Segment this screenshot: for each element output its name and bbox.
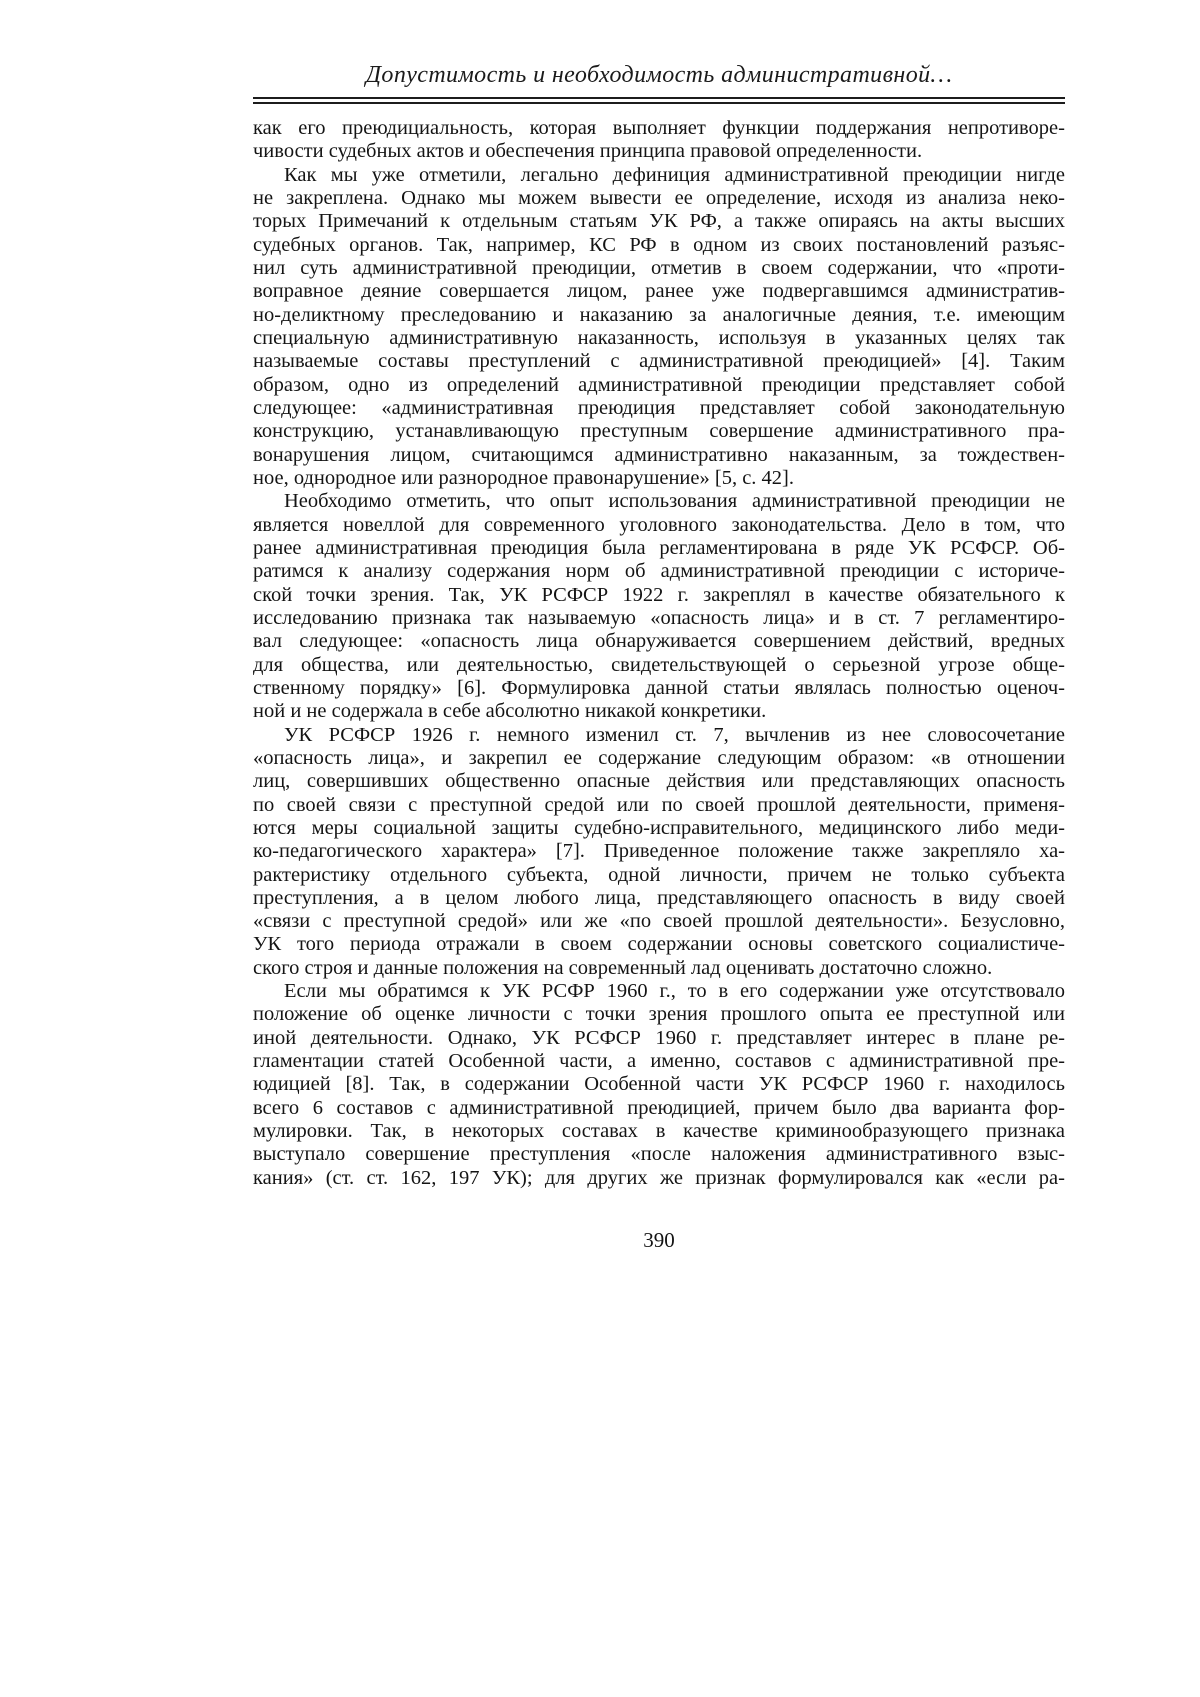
text-line: ского строя и данные положения на современный лад оценивать достаточно сложно. — [253, 956, 993, 979]
text-line: следующее: «административная преюдиция представляет собой законодательную — [253, 396, 1065, 419]
text-line: ственному порядку» [6]. Формулировка данной статьи являлась полностью оценоч- — [253, 676, 1065, 699]
text-line: ко-педагогического характера» [7]. Приведенное положение также закрепляло ха- — [253, 840, 1065, 863]
running-header-title: Допустимость и необходимость административной… — [365, 62, 953, 88]
text-line: является новеллой для современного уголовного законодательства. Дело в том, что — [253, 513, 1065, 536]
text-line: ской точки зрения. Так, УК РСФСР 1922 г. закреплял в качестве обязательного к — [253, 583, 1065, 606]
text-line: вал следующее: «опасность лица обнаруживается совершением действий, вредных — [253, 630, 1065, 653]
text-line: чивости судебных актов и обеспечения принципа правовой определенности. — [253, 140, 923, 163]
header-double-rule — [253, 97, 1065, 104]
text-line: лиц, совершивших общественно опасные действия или представляющих опасность — [253, 770, 1065, 793]
text-line: ратимся к анализу содержания норм об административной преюдиции с историче- — [253, 560, 1065, 583]
text-line: Как мы уже отметили, легально дефиниция административной преюдиции нигде — [284, 163, 1065, 186]
text-line: судебных органов. Так, например, КС РФ в одном из своих постановлений разъяс- — [253, 233, 1065, 256]
text-line: УК того периода отражали в своем содержании основы советского социалистиче- — [253, 933, 1065, 956]
text-line: рактеристику отдельного субъекта, одной личности, причем не только субъекта — [253, 863, 1065, 886]
text-line: конструкцию, устанавливающую преступным совершение административного пра- — [253, 420, 1065, 443]
text-line: как его преюдициальность, которая выполняет функции поддержания непротиворе- — [253, 117, 1065, 139]
running-header — [253, 60, 1065, 104]
text-line: выступало совершение преступления «после наложения административного взыс- — [253, 1143, 1065, 1166]
text-line: называемые составы преступлений с административной преюдицией» [4]. Таким — [253, 350, 1065, 373]
text-line: кания» (ст. ст. 162, 197 УК); для других же признак формулировался как «если ра- — [253, 1166, 1065, 1189]
text-line: для общества, или деятельностью, свидетельствующей о серьезной угрозе обще- — [253, 653, 1065, 676]
text-line: юдицией [8]. Так, в содержании Особенной части УК РСФСР 1960 г. находилось — [253, 1073, 1065, 1096]
text-line: УК РСФСР 1926 г. немного изменил ст. 7, вычленив из нее словосочетание — [284, 723, 1065, 746]
text-line: Если мы обратимся к УК РСФР 1960 г., то в его содержании уже отсутствовало — [284, 980, 1065, 1003]
text-line: всего 6 составов с административной преюдицией, причем было два варианта фор- — [253, 1096, 1065, 1119]
text-line: ное, однородное или разнородное правонарушение» [5, с. 42]. — [253, 466, 794, 489]
text-line: но-деликтному преследованию и наказанию за аналогичные деяния, т.е. имеющим — [253, 303, 1065, 326]
text-line: не закреплена. Однако мы можем вывести ее определение, исходя из анализа неко- — [253, 186, 1065, 209]
page-number: 390 — [643, 1228, 675, 1252]
text-line: «опасность лица», и закрепил ее содержание следующим образом: «в отношении — [253, 746, 1065, 769]
text-line: ранее административная преюдиция была регламентирована в ряде УК РСФСР. Об- — [253, 536, 1065, 559]
text-line: преступления, а в целом любого лица, представляющего опасность в виду своей — [253, 886, 1065, 909]
text-line: по своей связи с преступной средой или по своей прошлой деятельности, применя- — [253, 793, 1065, 816]
text-line: нил суть административной преюдиции, отметив в своем содержании, что «проти- — [253, 256, 1065, 279]
text-line: исследованию признака так называемую «опасность лица» и в ст. 7 регламентиро- — [253, 606, 1065, 629]
text-line: иной деятельности. Однако, УК РСФСР 1960 г. представляет интерес в плане ре- — [253, 1026, 1065, 1049]
article-body — [253, 117, 1065, 1190]
text-line: мулировки. Так, в некоторых составах в качестве криминообразующего признака — [253, 1120, 1065, 1143]
text-line: ются меры социальной защиты судебно-исправительного, медицинского либо меди- — [253, 816, 1065, 839]
text-line: Необходимо отметить, что опыт использования административной преюдиции не — [284, 490, 1065, 513]
text-line: специальную административную наказанность, используя в указанных целях так — [253, 326, 1065, 349]
text-line: торых Примечаний к отдельным статьям УК РФ, а также опираясь на акты высших — [253, 210, 1065, 233]
text-line: воправное деяние совершается лицом, ранее уже подвергавшимся административ- — [253, 280, 1065, 303]
text-line: ной и не содержала в себе абсолютно никакой конкретики. — [253, 700, 767, 723]
text-line: гламентации статей Особенной части, а именно, составов с административной пре- — [253, 1050, 1065, 1073]
text-line: образом, одно из определений административной преюдиции представляет собой — [253, 373, 1065, 396]
text-line: положение об оценке личности с точки зрения прошлого опыта ее преступной или — [253, 1003, 1065, 1026]
text-line: вонарушения лицом, считающимся административно наказанным, за тождествен- — [253, 443, 1065, 466]
text-line: «связи с преступной средой» или же «по своей прошлой деятельности». Безусловно, — [253, 910, 1065, 933]
